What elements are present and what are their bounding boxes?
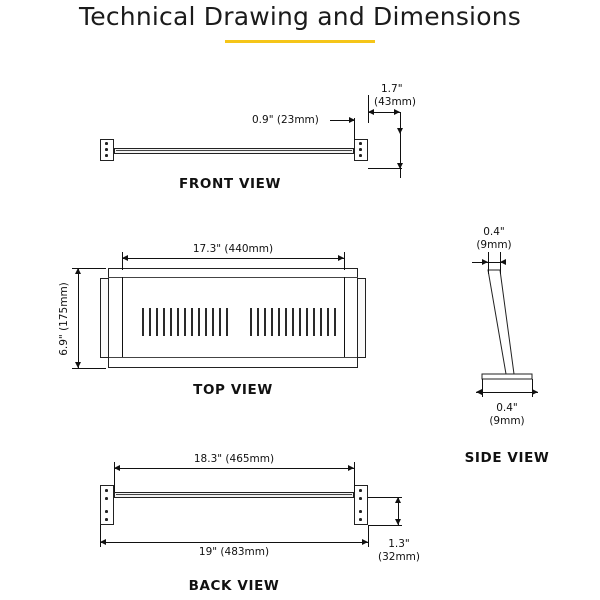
side-bottom-label-line1: 0.4" bbox=[496, 402, 518, 414]
top-width-witness-right bbox=[344, 252, 345, 270]
vent-slot bbox=[306, 308, 308, 336]
vent-slot bbox=[142, 308, 144, 336]
front-left-hole-1 bbox=[105, 142, 108, 145]
back-outer-arrow-right bbox=[362, 539, 368, 545]
back-left-hole-2 bbox=[105, 497, 108, 500]
vent-slot bbox=[334, 308, 336, 336]
back-height-label-line2: (32mm) bbox=[377, 551, 420, 563]
back-left-hole-4 bbox=[105, 518, 108, 521]
top-height-arrow-up bbox=[75, 268, 81, 274]
top-width-label: 17.3" (440mm) bbox=[192, 243, 274, 255]
vent-slot bbox=[149, 308, 151, 336]
vent-slot bbox=[299, 308, 301, 336]
vent-slot bbox=[278, 308, 280, 336]
side-bottom-dim-line bbox=[476, 392, 538, 393]
side-bottom-witness-left bbox=[482, 379, 483, 397]
front-right-hole-3 bbox=[359, 154, 362, 157]
back-rail-edge bbox=[116, 494, 352, 495]
vent-slot bbox=[177, 308, 179, 336]
page-title: Technical Drawing and Dimensions bbox=[79, 2, 521, 31]
back-outer-dim-line bbox=[100, 542, 368, 543]
vent-slot bbox=[313, 308, 315, 336]
back-inner-width-label: 18.3" (465mm) bbox=[193, 453, 275, 465]
vent-slot bbox=[226, 308, 228, 336]
back-right-hole-3 bbox=[359, 510, 362, 513]
top-width-arrow-left bbox=[122, 255, 128, 261]
top-height-arrow-down bbox=[75, 362, 81, 368]
top-view-back-edge bbox=[108, 357, 358, 358]
top-height-witness-bottom bbox=[72, 368, 106, 369]
top-view-right-tab bbox=[357, 278, 366, 358]
front-width-label: 0.9" (23mm) bbox=[252, 114, 319, 126]
front-rail-edge bbox=[116, 150, 352, 151]
vent-slot bbox=[198, 308, 200, 336]
vent-slot bbox=[327, 308, 329, 336]
top-view-left-fold bbox=[122, 277, 123, 357]
back-outer-width-label: 19" (483mm) bbox=[198, 546, 270, 558]
front-view-name: FRONT VIEW bbox=[179, 176, 281, 192]
front-depth-arrow-down-1 bbox=[397, 128, 403, 134]
vent-slot bbox=[320, 308, 322, 336]
vent-slot bbox=[271, 308, 273, 336]
front-right-hole-1 bbox=[359, 142, 362, 145]
top-height-dim-line bbox=[78, 268, 79, 368]
vent-slot bbox=[219, 308, 221, 336]
back-outer-witness-right bbox=[368, 525, 369, 547]
back-view-name: BACK VIEW bbox=[188, 578, 280, 594]
side-bottom-arrow-right bbox=[532, 389, 538, 395]
top-view-front-edge bbox=[108, 277, 358, 278]
side-view-name: SIDE VIEW bbox=[464, 450, 550, 466]
back-left-hole-1 bbox=[105, 489, 108, 492]
side-top-arrow-right bbox=[500, 259, 506, 265]
vent-slot bbox=[205, 308, 207, 336]
vent-slot bbox=[184, 308, 186, 336]
back-outer-arrow-left bbox=[100, 539, 106, 545]
vent-slot bbox=[264, 308, 266, 336]
top-view-right-fold bbox=[344, 277, 345, 357]
back-height-label-line1: 1.3" bbox=[388, 538, 410, 550]
top-width-dim-line bbox=[122, 258, 344, 259]
front-depth-leader bbox=[400, 112, 401, 170]
back-height-arrow-down bbox=[395, 519, 401, 525]
top-view-name: TOP VIEW bbox=[193, 382, 273, 398]
back-height-arrow-up bbox=[395, 497, 401, 503]
front-width-arrow bbox=[349, 117, 355, 123]
front-rail bbox=[114, 148, 354, 154]
vent-slot bbox=[257, 308, 259, 336]
front-depth-arrow-left bbox=[368, 109, 374, 115]
front-left-hole-2 bbox=[105, 148, 108, 151]
vent-slot bbox=[250, 308, 252, 336]
vent-slot bbox=[170, 308, 172, 336]
side-view-profile bbox=[470, 262, 540, 392]
back-right-hole-4 bbox=[359, 518, 362, 521]
back-rail bbox=[114, 492, 354, 498]
front-depth-label-line2: (43mm) bbox=[374, 96, 417, 108]
side-bottom-arrow-left bbox=[476, 389, 482, 395]
front-right-hole-2 bbox=[359, 148, 362, 151]
back-inner-arrow-right bbox=[348, 465, 354, 471]
back-right-hole-1 bbox=[359, 489, 362, 492]
side-top-label-line2: (9mm) bbox=[476, 239, 512, 251]
back-inner-witness-right bbox=[354, 462, 355, 492]
back-left-hole-3 bbox=[105, 510, 108, 513]
side-top-label-line1: 0.4" bbox=[483, 226, 505, 238]
top-height-label: 6.9" (175mm) bbox=[58, 282, 70, 356]
vent-slot bbox=[191, 308, 193, 336]
back-height-witness-bottom bbox=[368, 525, 402, 526]
title-underline-accent bbox=[225, 40, 375, 43]
top-view-left-tab bbox=[100, 278, 109, 358]
back-right-hole-2 bbox=[359, 497, 362, 500]
front-depth-arrow-down-2 bbox=[397, 163, 403, 169]
vent-slot bbox=[212, 308, 214, 336]
side-top-witness-left bbox=[488, 252, 489, 274]
back-inner-arrow-left bbox=[114, 465, 120, 471]
vent-slot bbox=[163, 308, 165, 336]
top-width-arrow-right bbox=[338, 255, 344, 261]
vent-slot bbox=[285, 308, 287, 336]
vent-slot bbox=[156, 308, 158, 336]
back-inner-dim-line bbox=[114, 468, 354, 469]
front-depth-label-line1: 1.7" bbox=[381, 83, 403, 95]
side-top-arrow-left bbox=[482, 259, 488, 265]
vent-slot bbox=[292, 308, 294, 336]
side-bottom-label-line2: (9mm) bbox=[489, 415, 525, 427]
front-left-hole-3 bbox=[105, 154, 108, 157]
